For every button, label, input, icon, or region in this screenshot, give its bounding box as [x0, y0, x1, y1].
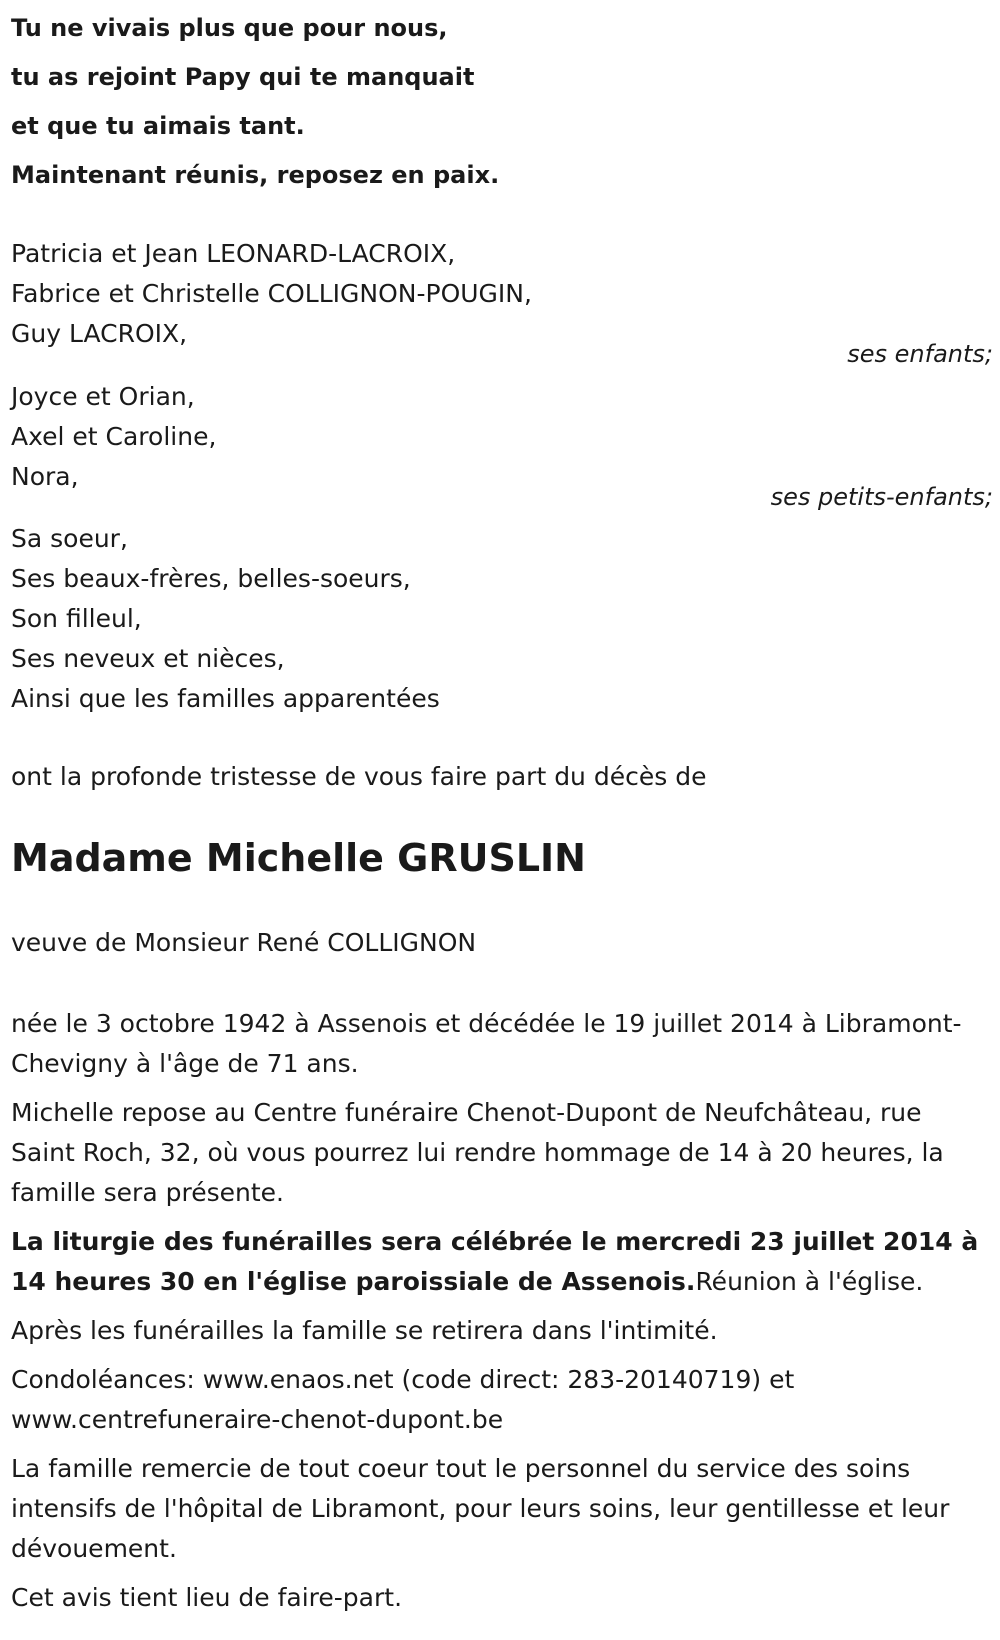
after-funeral-paragraph: Après les funérailles la famille se retirera dans l'intimité.: [11, 1316, 718, 1345]
poem-line: Tu ne vivais plus que pour nous,: [11, 14, 448, 42]
child-name: Fabrice et Christelle COLLIGNON-POUGIN,: [11, 279, 532, 308]
relatives-list: [11, 519, 440, 719]
poem-line: et que tu aimais tant.: [11, 112, 305, 140]
obituary-notice: [11, 0, 993, 1612]
deceased-name: Madame Michelle GRUSLIN: [11, 836, 586, 880]
announcement-text: ont la profonde tristesse de vous faire part du décès de: [11, 762, 707, 791]
poem-line: Maintenant réunis, reposez en paix.: [11, 161, 500, 189]
liturgy-meeting: Réunion à l'église.: [695, 1267, 924, 1296]
liturgy-paragraph: [11, 1222, 993, 1302]
condolences-paragraph: Condoléances: www.enaos.net (code direct: 283-20140719) et www.centrefuneraire-chenot-dupont.be: [11, 1365, 795, 1434]
child-name: Patricia et Jean LEONARD-LACROIX,: [11, 239, 456, 268]
relative-line: Ainsi que les familles apparentées: [11, 684, 440, 713]
child-name: Guy LACROIX,: [11, 319, 188, 348]
children-list: [11, 234, 532, 354]
liturgy-announcement: La liturgie des funérailles sera célébrée le mercredi 23 juillet 2014 à 14 heures 30 en l'église paroissiale de Assenois.: [11, 1227, 979, 1296]
grandchildren-list: [11, 377, 216, 497]
children-relation-label: ses enfants;: [847, 340, 993, 368]
relative-line: Son filleul,: [11, 604, 142, 633]
relative-line: Ses neveux et nièces,: [11, 644, 285, 673]
grandchild-name: Axel et Caroline,: [11, 422, 217, 451]
closing-paragraph: Cet avis tient lieu de faire-part.: [11, 1583, 403, 1612]
thanks-paragraph: La famille remercie de tout coeur tout le personnel du service des soins intensifs de l'hôpital de Libramont, pour leurs soins, leur gentillesse et leur dévouement.: [11, 1454, 950, 1563]
grandchild-name: Joyce et Orian,: [11, 382, 195, 411]
grandchild-name: Nora,: [11, 462, 79, 491]
notice-details: [11, 1004, 993, 1627]
relative-line: Ses beaux-frères, belles-soeurs,: [11, 564, 411, 593]
poem-line: tu as rejoint Papy qui te manquait: [11, 63, 475, 91]
birth-death-paragraph: née le 3 octobre 1942 à Assenois et décédée le 19 juillet 2014 à Libramont-Chevigny à l'âge de 71 ans.: [11, 1009, 962, 1078]
rest-place-paragraph: Michelle repose au Centre funéraire Chenot-Dupont de Neufchâteau, rue Saint Roch, 32, où vous pourrez lui rendre hommage de 14 à 20 heures, la famille sera présente.: [11, 1098, 944, 1207]
grandchildren-relation-label: ses petits-enfants;: [770, 483, 993, 511]
poem: [11, 4, 993, 200]
relative-line: Sa soeur,: [11, 524, 128, 553]
widow-of-text: veuve de Monsieur René COLLIGNON: [11, 928, 477, 957]
